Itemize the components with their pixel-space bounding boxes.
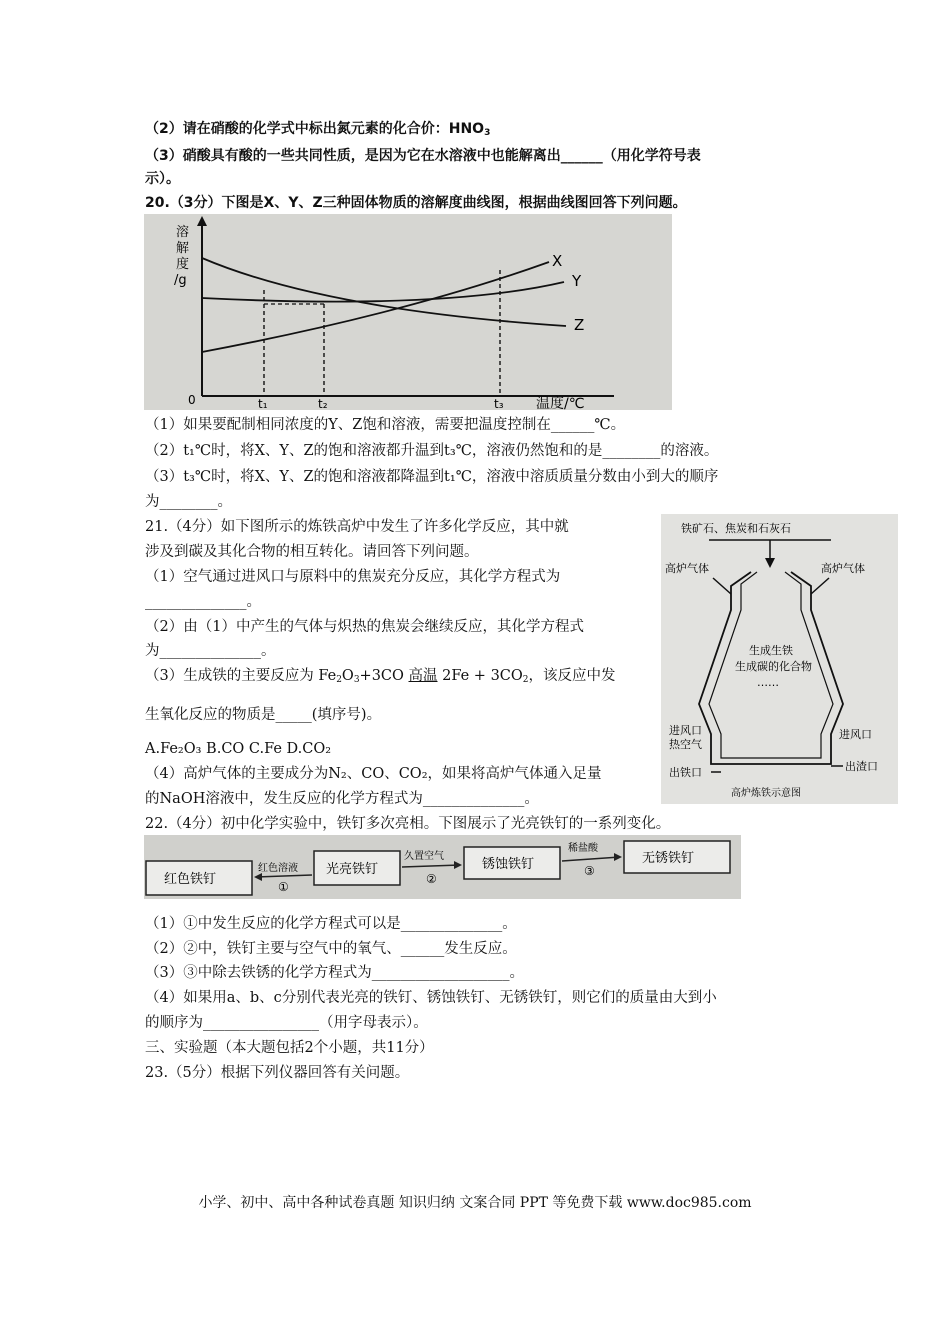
q22-part4-line2: 的顺序为________________（用字母表示）。 (145, 1015, 428, 1031)
q21-line1: 21.（4分）如下图所示的炼铁高炉中发生了许多化学反应，其中就 (145, 519, 569, 535)
center-text-2: 生成碳的化合物 (735, 660, 812, 673)
iron-outlet-label: 出铁口 (669, 766, 702, 779)
q20-title: 20.（3分）下图是X、Y、Z三种固体物质的溶解度曲线图，根据曲线图回答下列问题。 (145, 195, 687, 211)
y-axis-label-4: /g (174, 273, 187, 288)
q20-part2: （2）t₁℃时，将X、Y、Z的饱和溶液都升温到t₃℃，溶液仍然饱和的是________的溶液。 (145, 443, 719, 459)
q21-line2: 涉及到碳及其化合物的相互转化。请回答下列问题。 (145, 544, 479, 560)
q19-part2: （2）请在硝酸的化学式中标出氮元素的化合价：$HNO_3$ (145, 121, 491, 138)
curve-label-x: X (552, 252, 563, 270)
y-axis-label-2: 解 (176, 241, 190, 256)
x-axis-label: 温度/℃ (536, 396, 585, 410)
q20-part1: （1）如果要配制相同浓度的Y、Z饱和溶液，需要把温度控制在______℃。 (145, 417, 626, 433)
furnace-caption: 高炉炼铁示意图 (731, 788, 801, 799)
q20-part3-line2: 为________。 (145, 494, 232, 510)
box-rustfree-nail: 无锈铁钉 (642, 851, 695, 866)
slag-outlet-label: 出渣口 (845, 760, 878, 773)
arrow-air-exposure: 久置空气 (404, 851, 444, 862)
q22-part2: （2）②中，铁钉主要与空气中的氧气、______发生反应。 (145, 941, 517, 957)
q22-part4-line1: （4）如果用a、b、c分别代表光亮的铁钉、锈蚀铁钉、无锈铁钉，则它们的质量由大到小 (145, 990, 717, 1006)
center-text-1: 生成生铁 (749, 644, 793, 657)
tick-t3: t₃ (494, 397, 504, 410)
page-footer: 小学、初中、高中各种试卷真题 知识归纳 文案合同 PPT 等免费下载 www.doc985.com (198, 1195, 752, 1211)
arrow-dilute-hcl: 稀盐酸 (568, 843, 598, 854)
blast-furnace-figure (661, 514, 898, 804)
q21-part1-blank: ______________。 (145, 594, 261, 610)
q21-part2: （2）由（1）中产生的气体与炽热的焦炭会继续反应，其化学方程式 (145, 619, 584, 635)
q21-part4-line1: （4）高炉气体的主要成分为N₂、CO、CO₂，如果将高炉气体通入足量 (145, 766, 602, 782)
step-1: ① (278, 880, 289, 894)
curve-label-y: Y (572, 272, 582, 290)
center-text-3: …… (757, 676, 779, 689)
q21-part4-line2: 的NaOH溶液中，发生反应的化学方程式为______________。 (145, 791, 539, 807)
iron-nail-process-figure (144, 835, 741, 899)
box-bright-nail: 光亮铁钉 (326, 862, 379, 877)
box-rusted-nail: 锈蚀铁钉 (482, 857, 535, 872)
step-3: ③ (584, 864, 595, 878)
q23-title: 23.（5分）根据下列仪器回答有关问题。 (145, 1065, 410, 1081)
q20-part3-line1: （3）t₃℃时，将X、Y、Z的饱和溶液都降温到t₁℃，溶液中溶质质量分数由小到大的顺序 (145, 469, 719, 485)
gas-right-label: 高炉气体 (821, 562, 865, 575)
q21-part1: （1）空气通过进风口与原料中的焦炭充分反应，其化学方程式为 (145, 569, 561, 585)
q22-title: 22.（4分）初中化学实验中，铁钉多次亮相。下图展示了光亮铁钉的一系列变化。 (145, 816, 671, 832)
gas-left-label: 高炉气体 (665, 562, 709, 575)
q22-part1: （1）①中发生反应的化学方程式可以是______________。 (145, 916, 517, 932)
solubility-curve-figure (144, 214, 672, 410)
inlet-right-label: 进风口 (839, 728, 872, 741)
q21-part3-question: 生氧化反应的物质是_____(填序号)。 (145, 707, 382, 723)
arrow-red-solution: 红色溶液 (258, 863, 298, 874)
tick-t1: t₁ (258, 397, 268, 410)
curve-label-z: Z (574, 316, 585, 334)
box-red-nail: 红色铁钉 (164, 872, 217, 887)
section-3-heading: 三、实验题（本大题包括2个小题，共11分） (145, 1040, 434, 1056)
furnace-top-label: 铁矿石、焦炭和石灰石 (681, 522, 791, 535)
q21-options: A.Fe₂O₃ B.CO C.Fe D.CO₂ (145, 741, 332, 757)
q21-part2-blank: 为______________。 (145, 643, 276, 659)
tick-t2: t₂ (318, 397, 328, 410)
y-axis-label-3: 度 (176, 257, 190, 272)
q22-part3: （3）③中除去铁锈的化学方程式为___________________。 (145, 965, 524, 981)
inlet-left-label-1: 进风口 (669, 724, 702, 737)
q21-part3-equation: （3）生成铁的主要反应为 $Fe_2O_3+3CO$ 高温 $2Fe + 3CO_2$，该反应中发 (145, 668, 616, 685)
inlet-left-label-2: 热空气 (669, 738, 702, 751)
q19-part3-line2: 示）。 (145, 171, 180, 187)
origin-label: 0 (188, 393, 196, 407)
y-axis-label-1: 溶 (176, 225, 190, 240)
step-2: ② (426, 872, 437, 886)
q19-part3-line1: （3）硝酸具有酸的一些共同性质，是因为它在水溶液中也能解离出______（用化学符号表 (145, 148, 701, 164)
